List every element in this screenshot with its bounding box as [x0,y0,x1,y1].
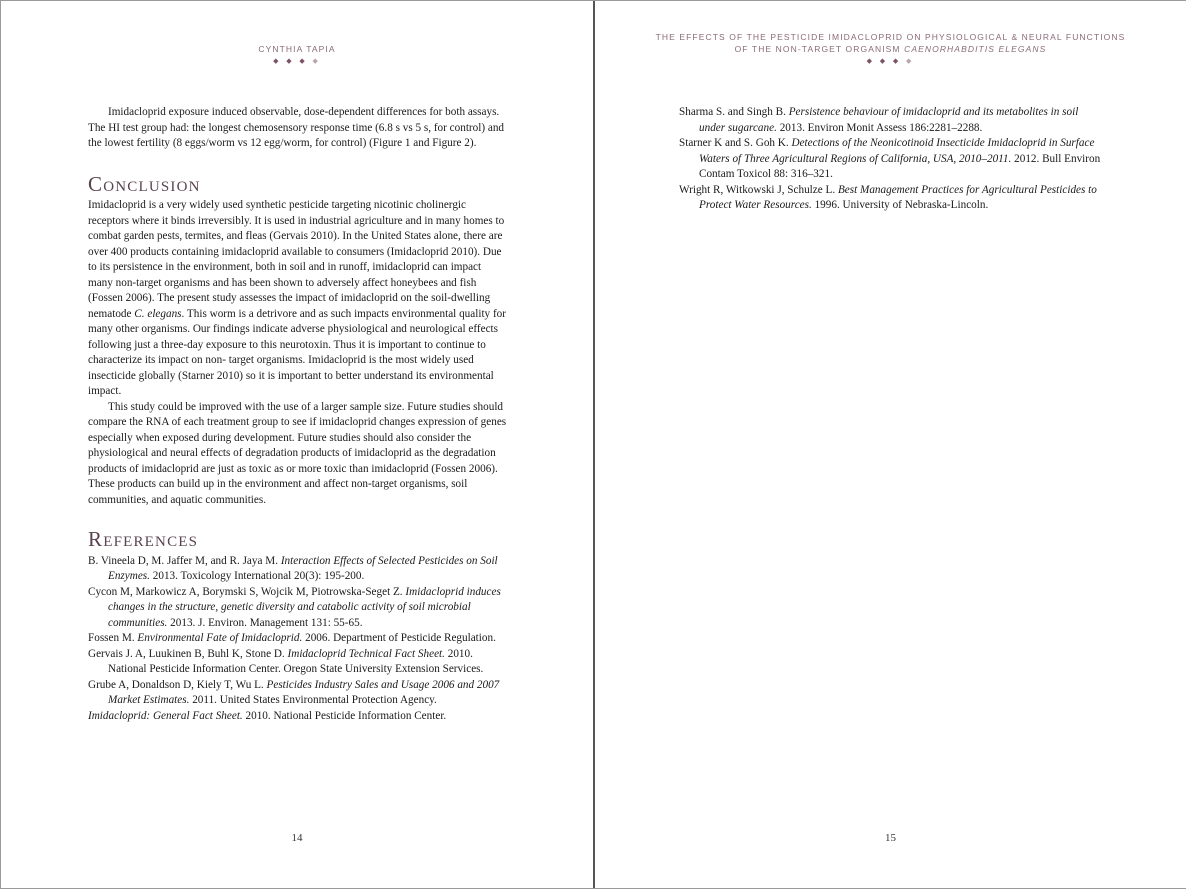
left-page [1,1,595,888]
ornament-icon: ◆ ◆ ◆ ◆ [866,57,915,65]
references-list-left [88,554,508,725]
reference-item: Sharma S. and Singh B. Persistence behaviour of imidacloprid and its metabolites in soil under sugarcane. 2013. Environ Monit Assess 186:2281–2288. [679,106,1079,134]
reference-item: Starner K and S. Goh K. Detections of the Neonicotinoid Insecticide Imidacloprid in Surface Waters of Three Agricultural Regions of California, USA, 2010–2011. 2012. Bull Environ Contam Toxicol 88: 316–321. [679,137,1101,180]
intro-paragraph: Imidacloprid exposure induced observable, dose-dependent differences for both assays. The HI test group had: the longest chemosensory response time (6.8 s vs 5 s, for control) and the lowest fertility (8 eggs/worm vs 12 egg/worm, for control) (Figure 1 and Figure 2). [88,106,505,149]
right-page [595,1,1186,888]
running-head-author: CYNTHIA TAPIA [258,44,336,54]
reference-item: Gervais J. A, Luukinen B, Buhl K, Stone D. Imidacloprid Technical Fact Sheet. 2010. National Pesticide Information Center. Oregon State University Extension Services. [88,647,484,675]
reference-item: Grube A, Donaldson D, Kiely T, Wu L. Pesticides Industry Sales and Usage 2006 and 2007 Market Estimates. 2011. United States Environmental Protection Agency. [88,678,500,706]
reference-item: Fossen M. Environmental Fate of Imidacloprid. 2006. Department of Pesticide Regulation. [88,632,496,644]
references-list-right [679,105,1103,214]
page-number: 15 [885,832,896,844]
ornament-icon: ◆ ◆ ◆ ◆ [273,57,321,65]
page-number: 14 [291,832,303,844]
references-heading: References [88,527,199,551]
reference-item: Cycon M, Markowicz A, Borymski S, Wojcik M, Piotrowska-Seget Z. Imidacloprid induces changes in the structure, genetic diversity and catabolic activity of soil microbial communities. 2013. J. Environ. Management 131: 55-65. [88,585,501,629]
reference-item: Wright R, Witkowski J, Schulze L. Best Management Practices for Agricultural Pesticides to Protect Water Resources. 1996. University of Nebraska-Lincoln. [679,183,1097,211]
reference-item: Imidacloprid: General Fact Sheet. 2010. National Pesticide Information Center. [88,709,447,722]
left-body [88,105,508,724]
species-name: CAENORHABDITIS ELEGANS [904,44,1047,54]
conclusion-paragraph-2: This study could be improved with the use of a larger sample size. Future studies should compare the RNA of each treatment group to see if imidacloprid changes expression of genes especially when exposed during development. Future studies should also consider the physiological and neural effects of degradation products of imidacloprid as the degradation products of imidacloprid are just as toxic as or more toxic than imidacloprid (Fossen 2006). These products can build up in the environment and affect non-target organisms, soil communities, and aquatic communities. [88,400,507,506]
reference-item: B. Vineela D, M. Jaffer M, and R. Jaya M. Interaction Effects of Selected Pesticides on Soil Enzymes. 2013. Toxicology International 20(3): 195-200. [88,554,498,582]
species-name: C. elegans [134,307,182,320]
conclusion-paragraph-1: Imidacloprid is a very widely used synthetic pesticide targeting nicotinic cholinergic receptors where it binds irreversibly. It is used in industrial agriculture and in many homes to combat garden pests, termites, and fleas (Gervais 2010). In the United States alone, there are over 400 products containing imidacloprid available to consumers (Imidacloprid 2010). Due to its persistence in the environment, both in soil and in runoff, imidacloprid can impact many non-target organisms and has been shown to adversely affect honeybees and fish (Fossen 2006). The present study assesses the impact of imidacloprid on the soil-dwelling nematode C. elegans. This worm is a detrivore and as such impacts environmental quality for many other organisms. Our findings indicate adverse physiological and neurological effects following just a three-day exposure to this neurotoxin. Thus it is important to continue to characterize its impact on non- target organisms. Imidacloprid is the most widely used insecticide globally (Starner 2010) so it is important to better understand its environmental impact. [88,199,506,397]
conclusion-heading: Conclusion [88,171,201,196]
running-head-title: THE EFFECTS OF THE PESTICIDE IMIDACLOPRID ON PHYSIOLOGICAL & NEURAL FUNCTIONS OF THE NON-TARGET ORGANISM CAENORHABDITIS ELEGANS [655,32,1126,54]
